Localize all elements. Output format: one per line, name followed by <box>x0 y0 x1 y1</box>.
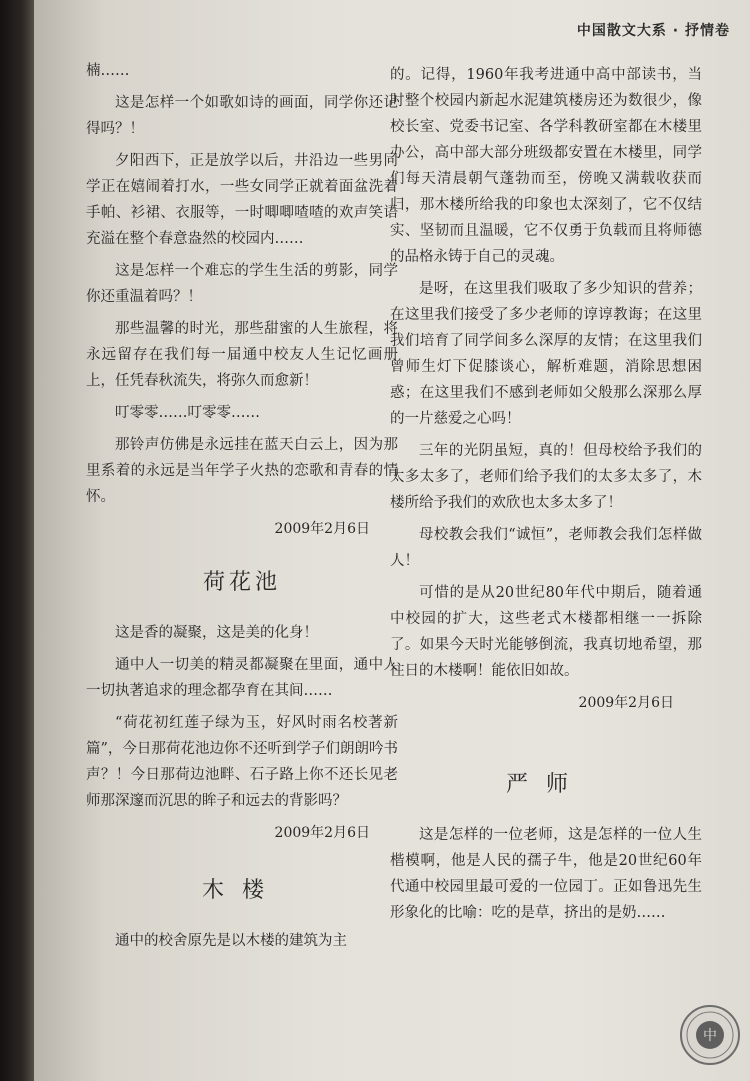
essay-date: 2009年2月6日 <box>274 521 370 537</box>
right-paragraph: 可惜的是从20世纪80年代中期后，随着通中校园的扩大，这些老式木楼都相继一一拆除了。如果今天时光能够倒流，我真切地希望，那往日的木楼啊！能依旧如故。 <box>390 585 702 679</box>
left-paragraph: 这是香的凝聚，这是美的化身！ <box>115 625 318 641</box>
right-paragraph: 母校教会我们“诚恒”，老师教会我们怎样做人！ <box>390 527 702 569</box>
school-seal-icon <box>680 1005 740 1065</box>
left-paragraph: 通中的校舍原先是以木楼的建筑为主 <box>115 933 347 949</box>
essay-date: 2009年2月6日 <box>578 695 674 711</box>
left-paragraph: 夕阳西下，正是放学以后，井沿边一些男同学正在嬉闹着打水，一些女同学正就着面盆洗着手帕、衫裙、衣服等，一时唧唧喳喳的欢声笑语充溢在整个春意盎然的校园内…… <box>86 153 398 247</box>
left-column <box>86 58 398 960</box>
left-paragraph: 通中人一切美的精灵都凝聚在里面，通中人一切执著追求的理念都孕育在其间…… <box>86 657 398 699</box>
essay-title-lotus-pond: 荷花池 <box>202 570 281 595</box>
left-paragraph: 这是怎样一个难忘的学生生活的剪影，同学你还重温着吗？！ <box>86 263 398 305</box>
right-column <box>390 62 702 932</box>
essay-date: 2009年2月6日 <box>274 825 370 841</box>
right-paragraph: 三年的光阴虽短，真的！但母校给予我们的太多太多了，老师们给予我们的太多太多了，木楼所给予我们的欢欣也太多太多了！ <box>390 443 702 511</box>
left-paragraph: 那些温馨的时光，那些甜蜜的人生旅程，将永远留存在我们每一届通中校友人生记忆画册上，任凭春秋流失，将弥久而愈新！ <box>86 321 398 389</box>
essay-title-strict-teacher: 严师 <box>505 772 586 797</box>
running-head: 中国散文大系 · 抒情卷 <box>576 23 730 39</box>
right-intro: 的。记得，1960年我考进通中高中部读书，当时整个校园内新起水泥建筑楼房还为数很少，像校长室、党委书记室、各学科教研室都在木楼里办公，高中部大部分班级都安置在木楼里，同学们每天清晨朝气蓬勃而至，傍晚又满载收获而归，那木楼所给我的印象也太深刻了，它不仅结实、坚韧而且温暖，它不仅勇于负载而且将师德的品格永铸于自己的灵魂。 <box>390 67 702 265</box>
left-paragraph: 叮零零……叮零零…… <box>115 405 260 421</box>
essay-title-wooden-building: 木楼 <box>201 878 282 903</box>
right-paragraph: 这是怎样的一位老师，这是怎样的一位人生楷模啊，他是人民的孺子牛，他是20世纪60年代通中校园里最可爱的一位园丁。正如鲁迅先生形象化的比喻：吃的是草，挤出的是奶…… <box>390 827 702 921</box>
book-page <box>34 0 750 1081</box>
left-paragraph: “荷花初红莲子绿为玉，好风时雨名校著新篇”，今日那荷花池边你不还听到学子们朗朗吟书声？！今日那荷边池畔、石子路上你不还长见老师那深邃而沉思的眸子和远去的背影吗？ <box>86 715 398 809</box>
seal-glyph: 中 <box>703 1028 717 1044</box>
right-paragraph: 是呀，在这里我们吸取了多少知识的营养；在这里我们接受了多少老师的谆谆教诲；在这里我们培育了同学间多么深厚的友情；在这里我们曾师生灯下促膝谈心，解析难题，消除思想困惑；在这里我们不感到老师如父般那么深那么厚的一片慈爱之心吗！ <box>390 281 702 427</box>
left-paragraph: 这是怎样一个如歌如诗的画面，同学你还记得吗？！ <box>86 95 398 137</box>
left-intro: 楠…… <box>86 63 130 79</box>
left-paragraph: 那铃声仿佛是永远挂在蓝天白云上，因为那里系着的永远是当年学子火热的恋歌和青春的情怀。 <box>86 437 398 505</box>
